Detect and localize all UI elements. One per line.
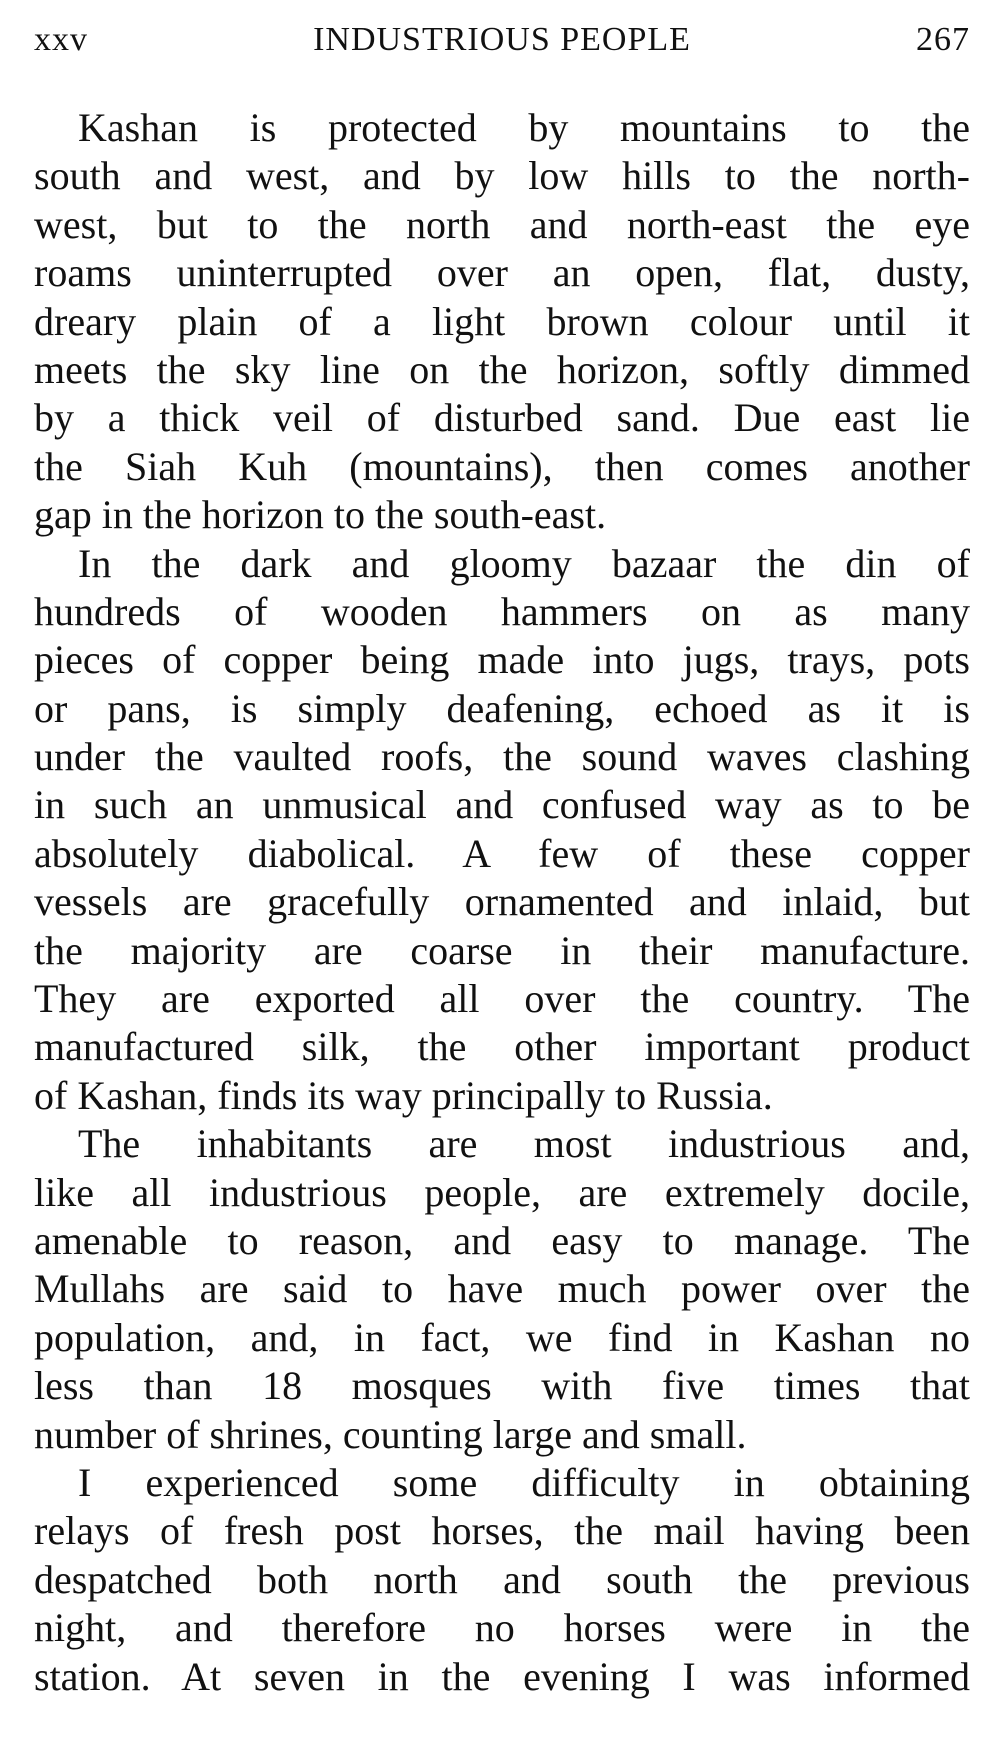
- text-line: population, and, in fact, we find in Kashan no: [34, 1314, 970, 1360]
- text-line: like all industrious people, are extremely docile,: [34, 1169, 970, 1215]
- text-line: number of shrines, counting large and small.: [34, 1411, 747, 1457]
- text-line: vessels are gracefully ornamented and inlaid, but: [34, 879, 970, 925]
- text-line: relays of fresh post horses, the mail having been: [34, 1508, 970, 1554]
- text-line: In the dark and gloomy bazaar the din of: [78, 540, 970, 586]
- text-line: absolutely diabolical. A few of these copper: [34, 830, 970, 876]
- text-line: west, but to the north and north-east the eye: [34, 201, 970, 247]
- body-text: [34, 104, 970, 1701]
- text-line: despatched both north and south the previous: [34, 1556, 970, 1602]
- text-line: night, and therefore no horses were in the: [34, 1605, 970, 1651]
- page-number: 267: [916, 21, 970, 58]
- text-line: pieces of copper being made into jugs, trays, pots: [34, 637, 970, 683]
- text-line: The inhabitants are most industrious and,: [78, 1121, 970, 1167]
- text-line: in such an unmusical and confused way as to be: [34, 782, 970, 828]
- text-line: They are exported all over the country. The: [34, 976, 970, 1022]
- text-line: station. At seven in the evening I was informed: [34, 1653, 970, 1699]
- text-line: south and west, and by low hills to the north-: [34, 153, 970, 199]
- text-line: amenable to reason, and easy to manage. The: [34, 1217, 970, 1263]
- text-line: the Siah Kuh (mountains), then comes another: [34, 443, 970, 489]
- text-line: Mullahs are said to have much power over the: [34, 1266, 970, 1312]
- running-head: [34, 18, 970, 62]
- text-line: I experienced some difficulty in obtaining: [78, 1459, 970, 1505]
- text-line: gap in the horizon to the south-east.: [34, 492, 607, 538]
- text-line: meets the sky line on the horizon, softly dimmed: [34, 346, 970, 392]
- text-line: roams uninterrupted over an open, flat, dusty,: [34, 250, 970, 296]
- text-line: by a thick veil of disturbed sand. Due east lie: [34, 395, 970, 441]
- text-line: manufactured silk, the other important product: [34, 1024, 970, 1070]
- text-line: of Kashan, finds its way principally to Russia.: [34, 1072, 773, 1118]
- running-head-title: INDUSTRIOUS PEOPLE: [313, 21, 691, 58]
- text-line: under the vaulted roofs, the sound waves clashing: [34, 734, 970, 780]
- text-line: or pans, is simply deafening, echoed as it is: [34, 685, 970, 731]
- text-line: hundreds of wooden hammers on as many: [34, 588, 970, 634]
- chapter-number: xxv: [34, 21, 88, 58]
- text-line: less than 18 mosques with five times that: [34, 1363, 970, 1409]
- text-line: the majority are coarse in their manufacture.: [34, 927, 970, 973]
- text-line: Kashan is protected by mountains to the: [78, 105, 970, 150]
- text-line: dreary plain of a light brown colour until it: [34, 298, 970, 344]
